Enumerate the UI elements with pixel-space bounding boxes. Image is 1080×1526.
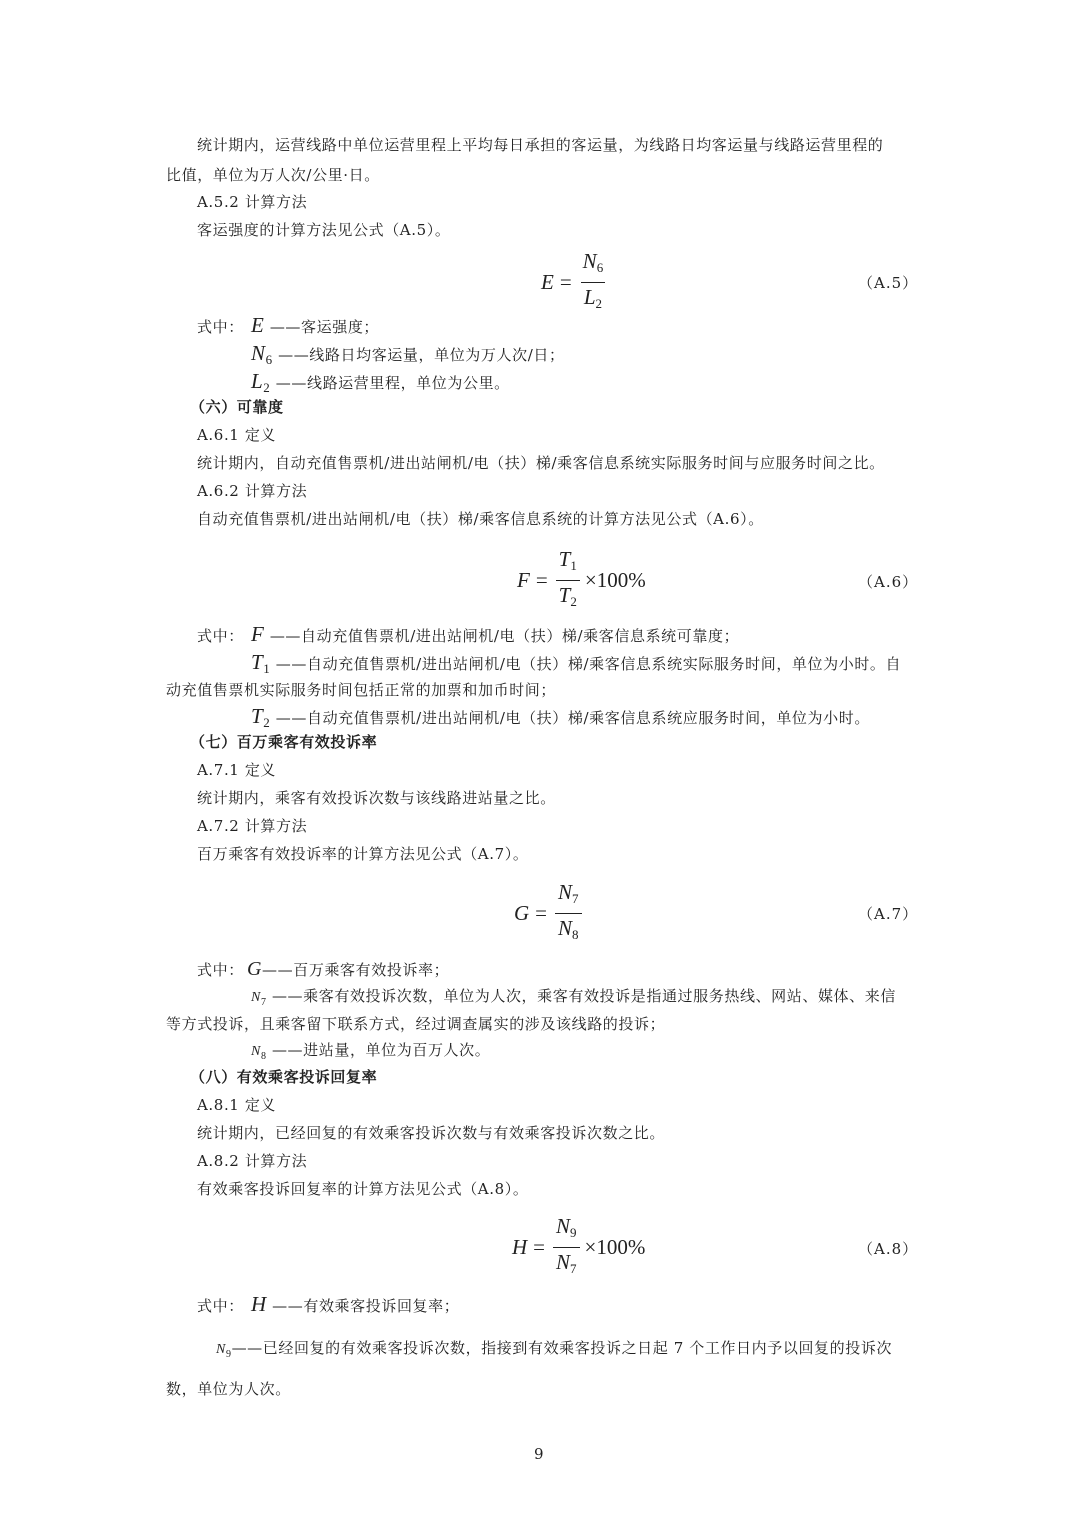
- formula-lhs: G: [514, 901, 530, 925]
- times-sign: ×: [584, 1235, 597, 1259]
- subsection-heading: A.6.2 计算方法: [197, 482, 308, 500]
- denominator-subscript: 7: [570, 1261, 577, 1276]
- numerator: N: [582, 249, 597, 273]
- subsection-heading: A.6.1 定义: [197, 426, 277, 444]
- definition-L2: $L_2$ ——线路运营里程，单位为公里。: [251, 369, 510, 395]
- definition-N9: $N_9——$已经回复的有效乘客投诉次数，指接到有效乘客投诉之日起 7 个工作日内予以回复的投诉次: [216, 1339, 893, 1360]
- denominator-subscript: 2: [595, 296, 603, 311]
- paragraph-line: 有效乘客投诉回复率的计算方法见公式（A.8）。: [197, 1180, 529, 1198]
- formula-equals: =: [535, 901, 548, 925]
- formula-fraction: [555, 880, 582, 947]
- formula-equals: =: [535, 568, 548, 592]
- formula-a6: [517, 547, 646, 614]
- section-heading: （八）有效乘客投诉回复率: [190, 1068, 378, 1086]
- page-number: 9: [534, 1445, 544, 1463]
- formula-fraction: [580, 249, 607, 316]
- equation-number: （A.6）: [858, 573, 919, 591]
- percent-factor: 100%: [596, 568, 646, 592]
- paragraph-line: 百万乘客有效投诉率的计算方法见公式（A.7）。: [197, 845, 529, 863]
- denominator: T: [558, 583, 571, 607]
- paragraph-line: 统计期内，自动充值售票机/进出站闸机/电（扶）梯/乘客信息系统实际服务时间与应服务时间之比。: [197, 454, 885, 472]
- section-heading: （七）百万乘客有效投诉率: [190, 733, 378, 751]
- subsection-heading: A.7.1 定义: [197, 761, 277, 779]
- paragraph-line: 客运强度的计算方法见公式（A.5）。: [197, 221, 451, 239]
- formula-lhs: E: [541, 270, 554, 294]
- paragraph-line: 统计期内，乘客有效投诉次数与该线路进站量之比。: [197, 789, 556, 807]
- section-heading: （六）可靠度: [190, 398, 284, 416]
- denominator: N: [556, 1250, 571, 1274]
- denominator-subscript: 2: [570, 594, 577, 609]
- formula-equals: =: [559, 270, 572, 294]
- numerator: N: [558, 880, 573, 904]
- paragraph-line: 等方式投诉，且乘客留下联系方式，经过调查属实的涉及该线路的投诉；: [166, 1015, 666, 1033]
- formula-a5: [541, 249, 608, 316]
- denominator: N: [558, 916, 573, 940]
- formula-a7: [514, 880, 584, 947]
- numerator: N: [556, 1214, 571, 1238]
- equation-number: （A.8）: [858, 1240, 919, 1258]
- numerator: T: [558, 547, 571, 571]
- denominator: L: [583, 285, 596, 309]
- paragraph-line: 统计期内，已经回复的有效乘客投诉次数与有效乘客投诉次数之比。: [197, 1124, 666, 1142]
- definition-N6: $N_6$ ——线路日均客运量，单位为万人次/日；: [251, 341, 565, 367]
- numerator-subscript: 9: [570, 1225, 577, 1240]
- subsection-heading: A.8.1 定义: [197, 1096, 277, 1114]
- formula-a8: [512, 1214, 645, 1281]
- paragraph-line: 数，单位为人次。: [166, 1380, 291, 1398]
- definition-H: H ——有效乘客投诉回复率；: [251, 1292, 460, 1316]
- definition-T1: $T_1$ ——自动充值售票机/进出站闸机/电（扶）梯/乘客信息系统实际服务时间，单位为小时。自: [251, 650, 902, 676]
- formula-fraction: [556, 547, 580, 614]
- formula-lhs: F: [517, 568, 530, 592]
- paragraph-line: 自动充值售票机/进出站闸机/电（扶）梯/乘客信息系统的计算方法见公式（A.6）。: [197, 510, 764, 528]
- where-label: 式中：: [197, 627, 244, 645]
- equation-number: （A.7）: [858, 905, 919, 923]
- definition-N7: $N_7$ ——乘客有效投诉次数，单位为人次，乘客有效投诉是指通过服务热线、网站、媒体、来信: [251, 987, 896, 1008]
- formula-fraction: [553, 1214, 580, 1281]
- numerator-subscript: 1: [570, 558, 577, 573]
- subsection-heading: A.8.2 计算方法: [197, 1152, 308, 1170]
- definition-N8: $N_8$ ——进站量，单位为百万人次。: [251, 1041, 491, 1062]
- numerator-subscript: 7: [572, 891, 579, 906]
- denominator-subscript: 8: [572, 927, 579, 942]
- where-label: 式中：: [197, 318, 244, 336]
- definition-F: F ——自动充值售票机/进出站闸机/电（扶）梯/乘客信息系统可靠度；: [251, 622, 740, 646]
- definition-T2: $T_2$ ——自动充值售票机/进出站闸机/电（扶）梯/乘客信息系统应服务时间，单位为小时。: [251, 704, 870, 730]
- equation-number: （A.5）: [858, 274, 919, 292]
- formula-equals: =: [533, 1235, 546, 1259]
- numerator-subscript: 6: [596, 260, 604, 275]
- subsection-heading: A.5.2 计算方法: [197, 193, 308, 211]
- definition-G: G——百万乘客有效投诉率；: [247, 958, 450, 980]
- subsection-heading: A.7.2 计算方法: [197, 817, 308, 835]
- definition-E: E ——客运强度；: [251, 313, 380, 337]
- where-label: 式中：: [197, 961, 244, 979]
- paragraph-line: 比值，单位为万人次/公里·日。: [166, 166, 380, 184]
- percent-factor: 100%: [596, 1235, 646, 1259]
- formula-lhs: H: [512, 1235, 528, 1259]
- times-sign: ×: [584, 568, 597, 592]
- where-label: 式中：: [197, 1297, 244, 1315]
- paragraph-line: 动充值售票机实际服务时间包括正常的加票和加币时间；: [166, 681, 557, 699]
- paragraph-line: 统计期内，运营线路中单位运营里程上平均每日承担的客运量，为线路日均客运量与线路运营里程的: [197, 136, 884, 154]
